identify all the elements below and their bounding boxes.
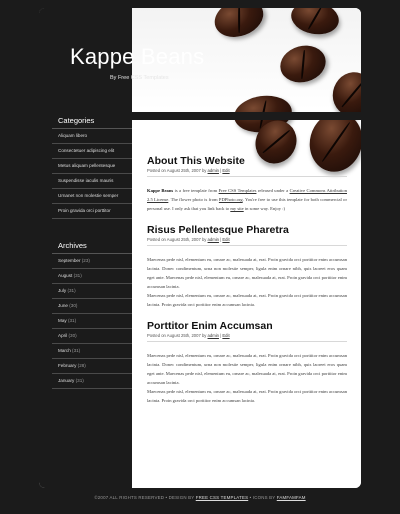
body-text: is a free template from xyxy=(173,188,219,193)
footer-dot: • xyxy=(165,495,168,500)
post-body xyxy=(147,351,347,405)
archive-link[interactable] xyxy=(52,359,132,374)
archive-month[interactable]: June xyxy=(58,303,68,308)
category-link[interactable]: Aliquam libero xyxy=(52,129,132,144)
copyright: ©2007 ALL RIGHTS RESERVED xyxy=(94,495,165,500)
archive-count: (31) xyxy=(75,378,84,383)
archive-count: (31) xyxy=(67,318,77,323)
design-link[interactable]: FREE CSS TEMPLATES xyxy=(195,495,249,500)
author-link[interactable]: admin xyxy=(207,333,219,338)
coffee-bean-image xyxy=(276,41,330,88)
archive-count: (28) xyxy=(77,363,86,368)
post xyxy=(147,320,347,405)
header-image xyxy=(132,8,361,178)
post-meta xyxy=(147,237,347,246)
edit-link[interactable]: Edit xyxy=(222,333,230,338)
category-link[interactable]: Metus aliquam pellentesque xyxy=(52,159,132,174)
icons-by: ICONS BY xyxy=(252,495,276,500)
archive-link[interactable] xyxy=(52,269,132,284)
edit-link[interactable]: Edit xyxy=(222,168,230,173)
brand-name: Kappe Beans xyxy=(147,188,174,193)
footer-dot: • xyxy=(249,495,252,500)
archive-month[interactable]: September xyxy=(58,258,81,263)
archive-link[interactable] xyxy=(52,314,132,329)
pdphoto-link[interactable]: PDPhoto.org xyxy=(218,197,243,202)
body-text: . You're free to use this template for both commercial or personal use. I only ask that you link back to xyxy=(147,197,347,211)
paragraph: Maecenas pede nisl, elementum eu, ornare ac, malesuada at, erat. Proin gravida orci porttitor enim accumsan lacinia. Proin gravida orci porttitor enim accumsan lacinia. xyxy=(147,293,348,307)
paragraph: Maecenas pede nisl, elementum eu, ornare ac, malesuada at, erat. Proin gravida orci porttitor enim accumsan lacinia. Donec condimentum, urna non molestie semper, ligula enim ornare nibh, quis laoreet eros quam eget ante. Maecenas pede nisl, elementum eu, ornare ac, malesuada at, erat. Proin gravida orci porttitor enim accumsan lacinia. xyxy=(147,257,348,289)
my-site-link[interactable]: my site xyxy=(230,206,244,211)
icons-link[interactable]: FAMFAMFAM xyxy=(276,495,306,500)
body-text: released under a xyxy=(256,188,290,193)
main-content xyxy=(147,155,347,405)
sidebar xyxy=(52,112,132,389)
body-text: in some way. Enjoy :) xyxy=(243,206,286,211)
archive-link[interactable] xyxy=(52,284,132,299)
footer xyxy=(0,495,400,500)
archive-link[interactable] xyxy=(52,374,132,389)
post-date: Posted on August 25th, 2007 by xyxy=(147,168,207,173)
archive-month[interactable]: March xyxy=(58,348,71,353)
archives-heading: Archives xyxy=(58,241,87,250)
license-link[interactable]: Creative Commons Attribution 2.5 License xyxy=(147,188,347,202)
archive-month[interactable]: July xyxy=(58,288,67,293)
body-text: . The flower photo is from xyxy=(168,197,219,202)
category-link[interactable]: Urnanet non molestie semper xyxy=(52,189,132,204)
categories-heading: Categories xyxy=(58,116,95,125)
archive-link[interactable] xyxy=(52,344,132,359)
category-link[interactable]: Proin gravida orci porttitor xyxy=(52,204,132,219)
category-link[interactable]: Suspendisse iaculis mauris xyxy=(52,174,132,189)
archive-count: (23) xyxy=(81,258,90,263)
site-title[interactable]: Kappe Beans xyxy=(70,44,205,69)
post-date: Posted on August 25th, 2007 by xyxy=(147,333,207,338)
free-css-templates-link[interactable]: Free CSS Templates xyxy=(218,188,257,193)
author-link[interactable]: admin xyxy=(207,237,219,242)
archive-link[interactable] xyxy=(52,299,132,314)
post xyxy=(147,155,347,213)
archive-count: (31) xyxy=(72,348,81,353)
paragraph: Maecenas pede nisl, elementum eu, ornare ac, malesuada at, erat. Proin gravida orci porttitor enim accumsan lacinia. Proin gravida orci porttitor enim accumsan lacinia. xyxy=(147,389,348,403)
edit-link[interactable]: Edit xyxy=(222,237,230,242)
design-by: DESIGN BY xyxy=(168,495,195,500)
archive-month[interactable]: April xyxy=(58,333,68,338)
coffee-bean-image xyxy=(209,8,268,43)
archive-count: (30) xyxy=(69,303,78,308)
categories-list xyxy=(52,128,132,219)
post xyxy=(147,224,347,309)
archive-count: (30) xyxy=(68,333,77,338)
category-link[interactable]: Consectetuer adipiscing elit xyxy=(52,144,132,159)
author-link[interactable]: admin xyxy=(207,168,219,173)
coffee-bean-image xyxy=(289,8,342,38)
archive-link[interactable] xyxy=(52,329,132,344)
post-meta xyxy=(147,168,347,177)
post-title[interactable]: About This Website xyxy=(147,155,245,167)
archive-month[interactable]: August xyxy=(58,273,73,278)
post-body xyxy=(147,186,347,213)
paragraph: Maecenas pede nisl, elementum eu, ornare ac, malesuada at, erat. Proin gravida orci porttitor enim accumsan lacinia. Donec condimentum, urna non molestie semper, ligula enim ornare nibh, quis laoreet eros quam eget ante. Maecenas pede nisl, elementum eu, ornare ac, malesuada at, erat. Proin gravida orci porttitor enim accumsan lacinia. xyxy=(147,353,348,385)
site-tagline: By Free CSS Templates xyxy=(110,75,169,81)
archive-count: (31) xyxy=(67,288,76,293)
archive-month[interactable]: January xyxy=(58,378,75,383)
meta-separator: | xyxy=(220,333,222,338)
archive-count: (31) xyxy=(73,273,82,278)
archive-link[interactable] xyxy=(52,254,132,269)
meta-separator: | xyxy=(220,168,222,173)
archive-month[interactable]: May xyxy=(58,318,67,323)
archive-month[interactable]: February xyxy=(58,363,77,368)
archives-list xyxy=(52,253,132,389)
post-title[interactable]: Risus Pellentesque Pharetra xyxy=(147,224,289,236)
meta-separator: | xyxy=(220,237,222,242)
post-body xyxy=(147,255,347,309)
post-meta xyxy=(147,333,347,342)
post-title[interactable]: Porttitor Enim Accumsan xyxy=(147,320,273,332)
post-date: Posted on August 25th, 2007 by xyxy=(147,237,207,242)
